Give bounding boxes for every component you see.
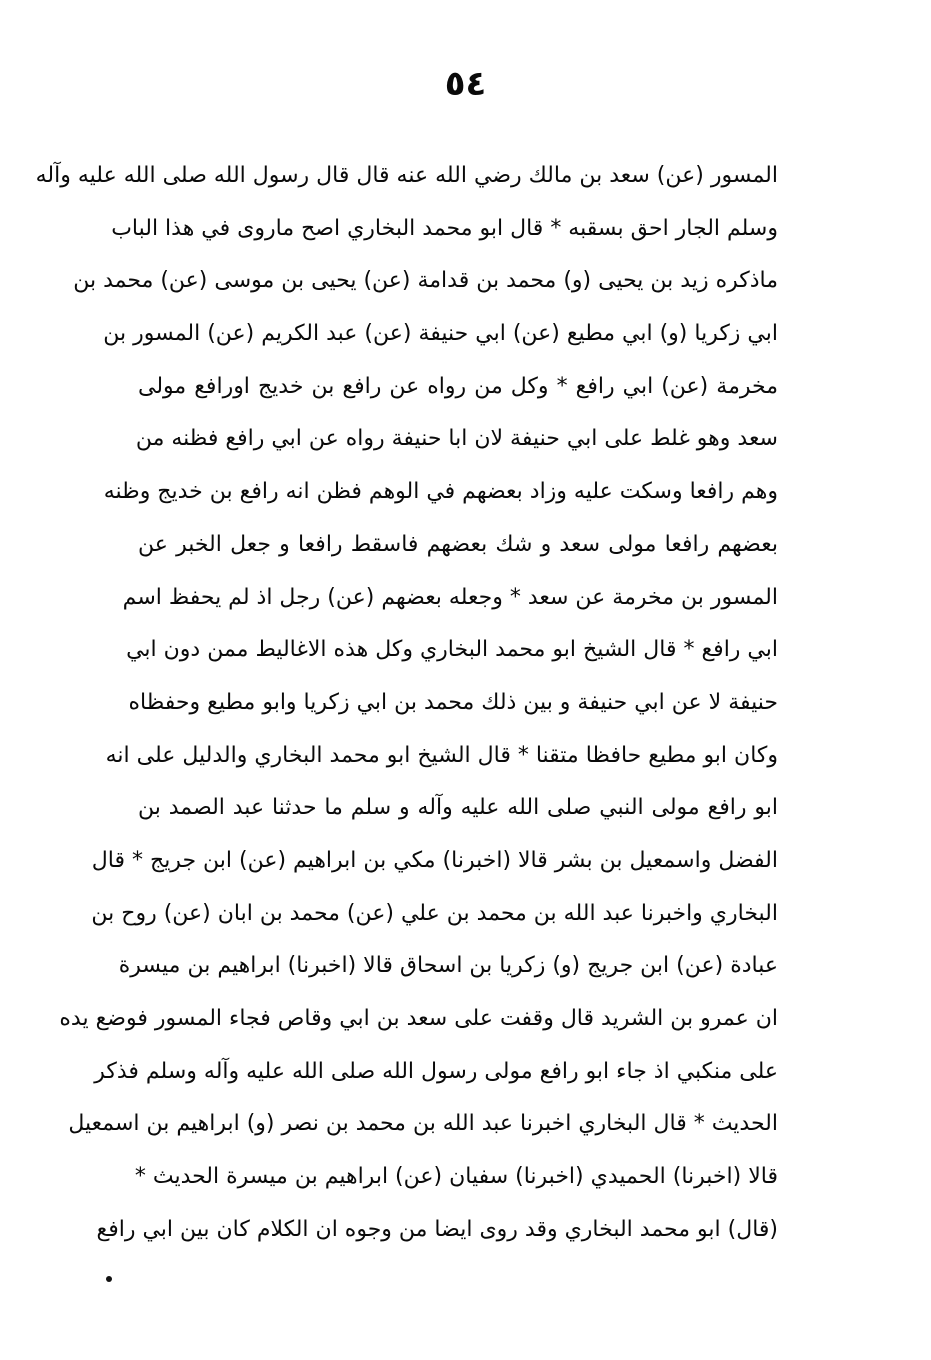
text-line: المسور بن مخرمة عن سعد * وجعله بعضهم (عن) رجل اذ لم يحفظ اسم [122,584,778,610]
text-line: ابو رافع مولى النبي صلى الله عليه وآله و سلم ما حدثنا عبد الصمد بن [138,795,778,821]
text-line: وكان ابو مطيع حافظا متقنا * قال الشيخ ابو محمد البخاري والدليل على انه [105,742,778,768]
text-line: ماذكره زيد بن يحيى (و) محمد بن قدامة (عن) يحيى بن موسى (عن) محمد بن [73,268,778,294]
text-line: وسلم الجار احق بسقبه * قال ابو محمد البخاري اصح ماروى في هذا الباب [111,215,778,241]
text-line: ابي رافع * قال الشيخ ابو محمد البخاري وكل هذه الاغاليط ممن دون ابي [126,637,778,663]
text-line: قالا (اخبرنا) الحميدي (اخبرنا) سفيان (عن) ابراهيم بن ميسرة الحديث * [134,1164,778,1190]
text-line: سعد وهو غلط على ابي حنيفة لان ابا حنيفة رواه عن ابي رافع فظنه من [135,426,778,452]
text-line: (قال) ابو محمد البخاري وقد روى ايضا من وجوه ان الكلام كان بين ابي رافع [96,1216,778,1242]
text-line: وهم رافعا وسكت عليه وزاد بعضهم في الوهم فظن انه رافع بن خديج وظنه [103,479,778,505]
text-line: الفضل واسمعيل بن بشر قالا (اخبرنا) مكي بن ابراهيم (عن) ابن جريج * قال [91,847,778,873]
text-line: على منكبي اذ جاء ابو رافع مولى رسول الله صلى الله عليه وآله وسلم فذكر [94,1058,778,1084]
text-line: عبادة (عن) ابن جريج (و) زكريا بن اسحاق قالا (اخبرنا) ابراهيم بن ميسرة [118,953,778,979]
ink-speck [106,1276,112,1282]
text-line: مخرمة (عن) ابي رافع * وكل من رواه عن رافع بن خديج اورافع مولى [138,373,778,399]
text-line: البخاري واخبرنا عبد الله بن محمد بن علي (عن) محمد بن ابان (عن) روح بن [91,900,778,926]
text-line: حنيفة لا عن ابي حنيفة و بين ذلك محمد بن ابي زكريا وابو مطيع وحفظاه [128,689,778,715]
text-line: الحديث * قال البخاري اخبرنا عبد الله بن محمد بن نصر (و) ابراهيم بن اسمعيل [68,1111,778,1137]
text-line: ابي زكريا (و) ابي مطيع (عن) ابي حنيفة (عن) عبد الكريم (عن) المسور بن [103,321,778,347]
text-line: بعضهم رافعا مولى سعد و شك بعضهم فاسقط رافعا و جعل الخبر عن [138,531,778,557]
arabic-text-body [35,150,778,1256]
text-line: المسور (عن) سعد بن مالك رضي الله عنه قال قال رسول الله صلى الله عليه وآله [35,163,778,188]
page-number: ٥٤ [444,64,487,104]
text-line: ان عمرو بن الشريد قال وقفت على سعد بن ابي وقاص فجاء المسور فوضع يده [59,1006,778,1031]
